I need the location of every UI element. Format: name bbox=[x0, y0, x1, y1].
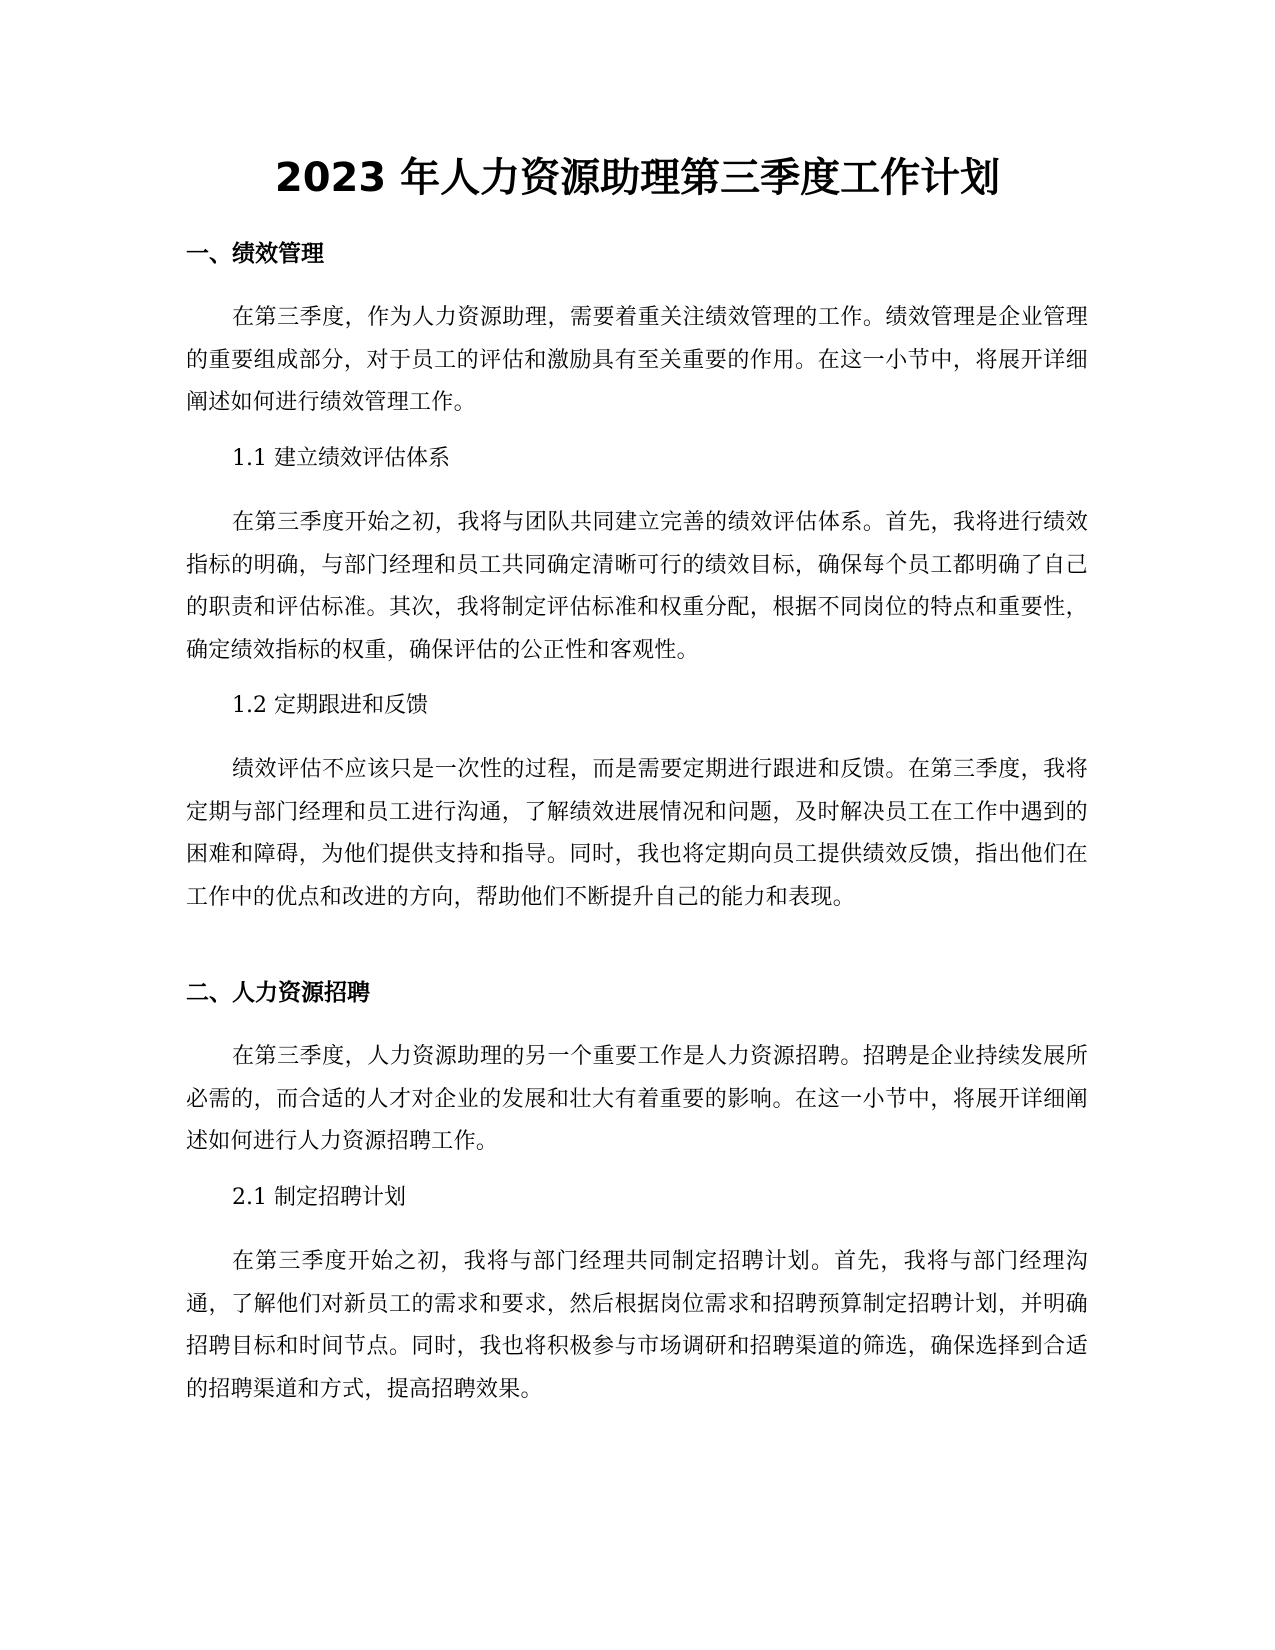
section-heading-performance: 一、绩效管理 bbox=[186, 241, 324, 267]
section2-intro-paragraph: 在第三季度，人力资源助理的另一个重要工作是人力资源招聘。招聘是企业持续发展所必需的，而合适的人才对企业的发展和壮大有着重要的影响。在这一小节中，将展开详细阐述如何进行人力资源招聘工作。 bbox=[186, 1044, 1088, 1154]
subsection-heading-1-2: 1.2 定期跟进和反馈 bbox=[232, 693, 428, 718]
section-heading-recruitment: 二、人力资源招聘 bbox=[186, 980, 370, 1006]
subsection-2-1-paragraph: 在第三季度开始之初，我将与部门经理共同制定招聘计划。首先，我将与部门经理沟通，了解他们对新员工的需求和要求，然后根据岗位需求和招聘预算制定招聘计划，并明确招聘目标和时间节点。同时，我也将积极参与市场调研和招聘渠道的筛选，确保选择到合适的招聘渠道和方式，提高招聘效果。 bbox=[186, 1249, 1088, 1402]
document-title: 2023 年人力资源助理第三季度工作计划 bbox=[274, 155, 1001, 201]
subsection-1-1-paragraph: 在第三季度开始之初，我将与团队共同建立完善的绩效评估体系。首先，我将进行绩效指标的明确，与部门经理和员工共同确定清晰可行的绩效目标，确保每个员工都明确了自己的职责和评估标准。其次，我将制定评估标准和权重分配，根据不同岗位的特点和重要性，确定绩效指标的权重，确保评估的公正性和客观性。 bbox=[186, 510, 1088, 663]
subsection-heading-1-1: 1.1 建立绩效评估体系 bbox=[232, 446, 450, 471]
subsection-1-2-paragraph: 绩效评估不应该只是一次性的过程，而是需要定期进行跟进和反馈。在第三季度，我将定期与部门经理和员工进行沟通，了解绩效进展情况和问题，及时解决员工在工作中遇到的困难和障碍，为他们提供支持和指导。同时，我也将定期向员工提供绩效反馈，指出他们在工作中的优点和改进的方向，帮助他们不断提升自己的能力和表现。 bbox=[186, 757, 1088, 910]
section1-intro-paragraph: 在第三季度，作为人力资源助理，需要着重关注绩效管理的工作。绩效管理是企业管理的重要组成部分，对于员工的评估和激励具有至关重要的作用。在这一小节中，将展开详细阐述如何进行绩效管理工作。 bbox=[186, 305, 1088, 415]
subsection-heading-2-1: 2.1 制定招聘计划 bbox=[232, 1185, 406, 1210]
